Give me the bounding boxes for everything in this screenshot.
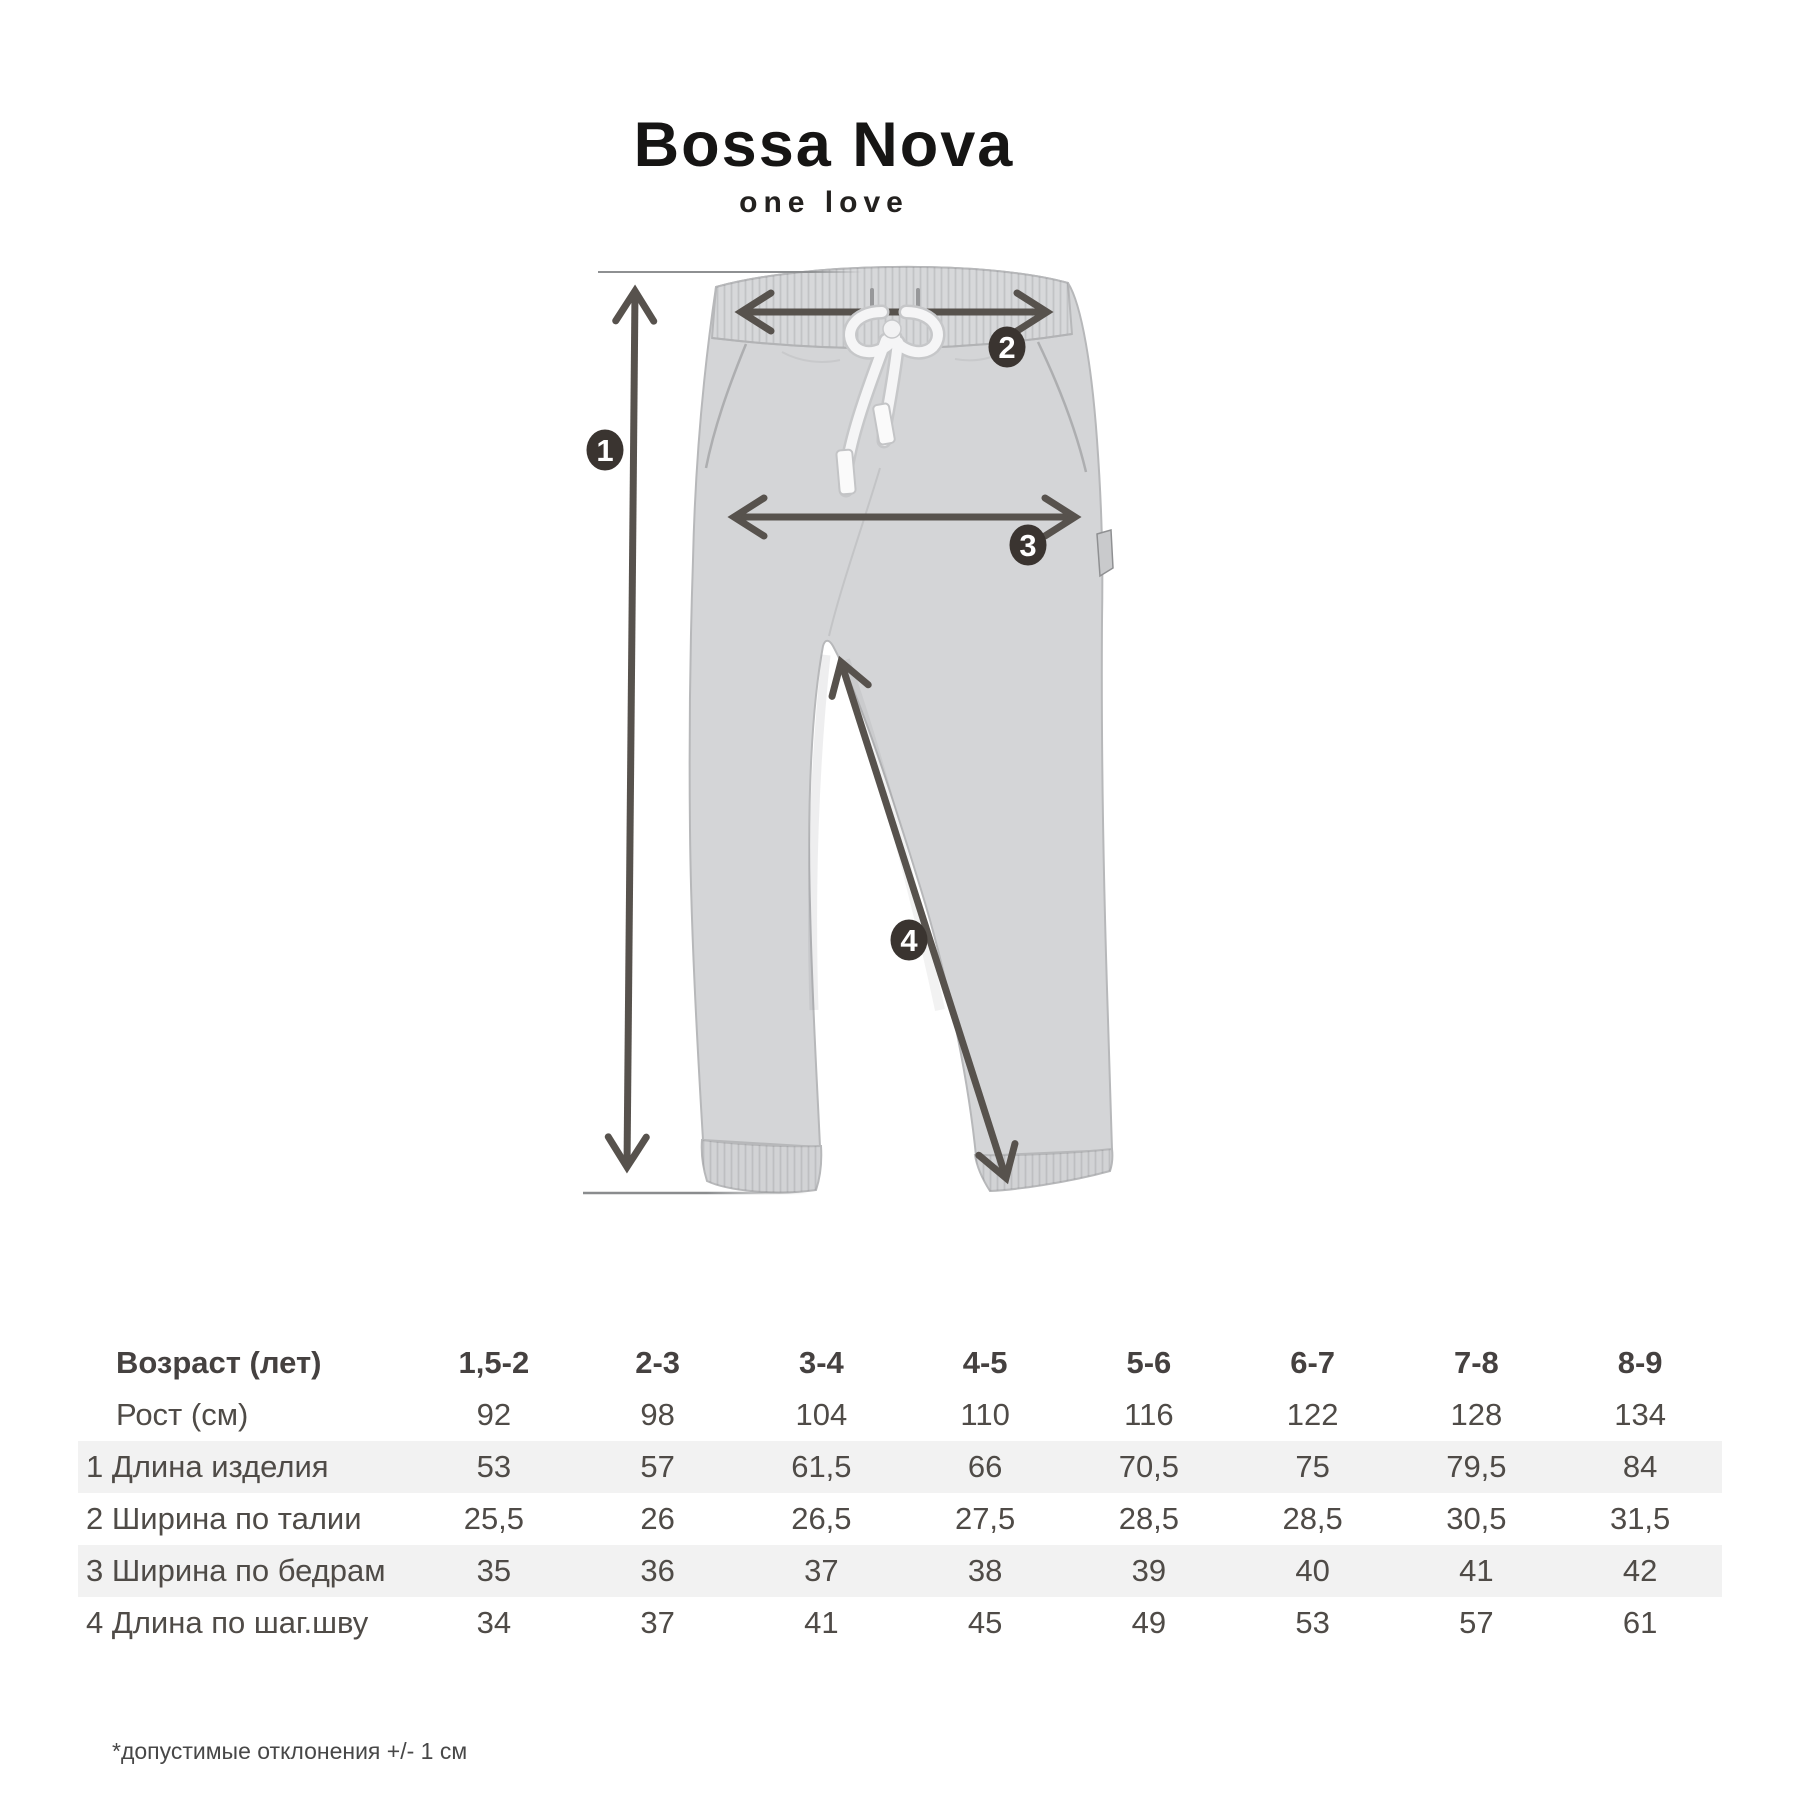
size-value: 2-3 (635, 1345, 681, 1380)
table-row (78, 1389, 1722, 1441)
pants-body (690, 267, 1112, 1156)
size-value: 57 (1459, 1605, 1494, 1640)
table-row (78, 1545, 1722, 1597)
measure-badge-3 (1010, 525, 1047, 566)
size-value: 45 (967, 1605, 1003, 1640)
size-value: 37 (640, 1605, 675, 1640)
size-value: 61 (1622, 1605, 1658, 1640)
svg-text:1: 1 (596, 433, 614, 468)
size-value: 34 (476, 1605, 512, 1640)
row-label: Рост (см) (116, 1397, 249, 1432)
size-value: 7-8 (1453, 1345, 1499, 1380)
size-value: 49 (1131, 1605, 1167, 1640)
size-table-body (78, 1337, 1722, 1649)
table-row (78, 1597, 1722, 1649)
size-value: 41 (1459, 1553, 1494, 1588)
svg-text:4: 4 (900, 923, 918, 958)
size-value: 38 (967, 1553, 1003, 1588)
size-value: 5-6 (1126, 1345, 1172, 1380)
row-label: Возраст (лет) (116, 1345, 322, 1380)
size-value: 4-5 (962, 1345, 1008, 1380)
table-row (78, 1337, 1722, 1389)
size-value: 1,5-2 (458, 1345, 530, 1380)
size-value: 53 (1295, 1605, 1330, 1640)
size-value: 36 (640, 1553, 675, 1588)
size-value: 134 (1614, 1397, 1666, 1432)
size-value: 84 (1622, 1449, 1658, 1484)
size-value: 61,5 (791, 1449, 852, 1484)
size-value: 75 (1295, 1449, 1330, 1484)
size-value: 26,5 (791, 1501, 852, 1536)
svg-text:3: 3 (1019, 528, 1037, 563)
size-value: 92 (476, 1397, 512, 1432)
size-value: 57 (640, 1449, 675, 1484)
size-value: 70,5 (1118, 1449, 1180, 1484)
size-value: 28,5 (1118, 1501, 1180, 1536)
size-value: 40 (1295, 1553, 1330, 1588)
table-row (78, 1441, 1722, 1493)
size-value: 128 (1450, 1397, 1503, 1432)
size-value: 37 (804, 1553, 839, 1588)
size-value: 98 (640, 1397, 675, 1432)
svg-text:2: 2 (998, 330, 1016, 365)
size-value: 31,5 (1609, 1501, 1671, 1536)
row-label: 4 Длина по шаг.шву (86, 1605, 369, 1640)
size-value: 35 (476, 1553, 512, 1588)
size-value: 116 (1124, 1397, 1174, 1432)
side-tag (1097, 530, 1113, 576)
pants-illustration (690, 267, 1113, 1192)
size-value: 28,5 (1282, 1501, 1343, 1536)
size-value: 8-9 (1617, 1345, 1663, 1380)
size-value: 30,5 (1446, 1501, 1507, 1536)
row-label: 3 Ширина по бедрам (86, 1553, 386, 1588)
size-value: 104 (795, 1397, 848, 1432)
size-table (78, 1337, 1722, 1649)
brand-subtitle: one love (739, 186, 909, 220)
row-label: 1 Длина изделия (86, 1449, 329, 1484)
tolerance-note: *допустимые отклонения +/- 1 см (112, 1738, 468, 1764)
measure-badge-1 (587, 430, 624, 471)
measure-badge-4 (891, 920, 928, 961)
size-value: 66 (967, 1449, 1003, 1484)
measure-badge-2 (989, 327, 1026, 368)
measure-arrow-length (627, 291, 635, 1167)
size-value: 42 (1622, 1553, 1658, 1588)
size-value: 25,5 (463, 1501, 525, 1536)
size-value: 110 (960, 1397, 1010, 1432)
size-value: 6-7 (1290, 1345, 1336, 1380)
size-value: 53 (476, 1449, 512, 1484)
size-value: 26 (640, 1501, 675, 1536)
brand-title: Bossa Nova (633, 110, 1015, 180)
size-value: 39 (1131, 1553, 1167, 1588)
row-label: 2 Ширина по талии (86, 1501, 362, 1536)
size-value: 3-4 (798, 1345, 844, 1380)
size-value: 41 (804, 1605, 839, 1640)
size-value: 27,5 (954, 1501, 1016, 1536)
size-value: 79,5 (1446, 1449, 1507, 1484)
table-row (78, 1493, 1722, 1545)
size-value: 122 (1286, 1397, 1339, 1432)
